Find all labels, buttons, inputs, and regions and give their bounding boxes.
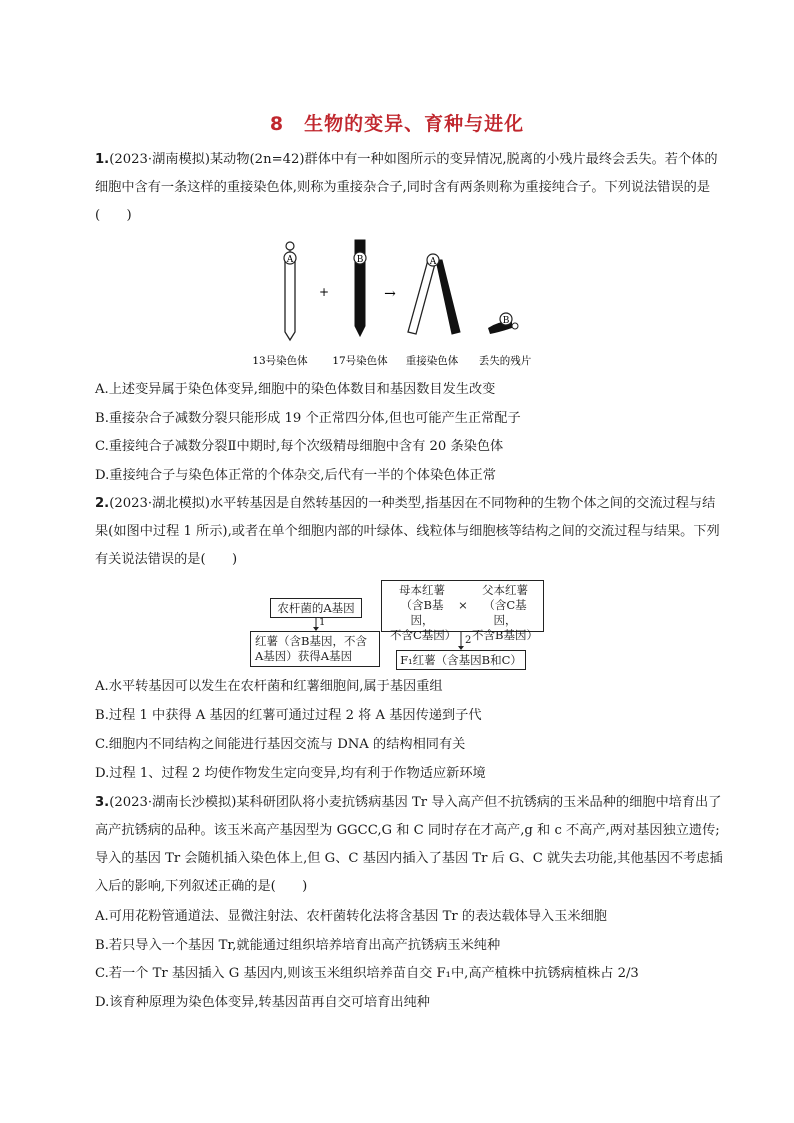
label-lost-fragment: 丢失的残片 (478, 355, 532, 367)
option-2b: B.过程 1 中获得 A 基因的红薯可通过过程 2 将 A 基因传递到子代 (95, 708, 482, 723)
marker-b-fragment: B (502, 316, 510, 326)
page-title: 8 生物的变异、育种与进化 (269, 113, 525, 135)
father-title: 父本红薯 (482, 583, 528, 597)
mother-line2: 不含C基因） (390, 628, 457, 642)
label-chromosome-13: 13号染色体 (252, 355, 308, 367)
marker-b: B (356, 255, 364, 265)
option-1a: A.上述变异属于染色体变异,细胞中的染色体数目和基因数目发生改变 (95, 382, 496, 397)
father-line2: 不含B基因） (472, 628, 538, 642)
marker-a: A (286, 255, 294, 265)
box-agrobacterium-text: 农杆菌的A基因 (277, 601, 355, 615)
figure-arrows (250, 580, 550, 675)
sweet-line1: 红薯（含B基因，不含 (255, 634, 367, 648)
question-text: (2023·湖北模拟)水平转基因是自然转基因的一种类型,指基因在不同物种的生物个体之间的交流过程与结果(如图中过程 1 所示),或者在单个细胞内部的叶绿体、线粒体与细胞核等结构之间的交流过程与结果。下列有关说法错误的是( ) (95, 496, 720, 567)
plus-sign: + (318, 285, 330, 299)
arrow: → (384, 286, 396, 302)
option-3d: D.该育种原理为染色体变异,转基因苗再自交可培育出纯种 (95, 995, 430, 1010)
chromosome-figure (250, 236, 560, 371)
option-2d: D.过程 1、过程 2 均使作物发生定向变异,均有利于作物适应新环境 (95, 766, 486, 781)
step-1-label: 1 (319, 617, 326, 628)
label-chromosome-17: 17号染色体 (332, 355, 388, 367)
chromosome-17 (354, 240, 366, 336)
option-2a: A.水平转基因可以发生在农杆菌和红薯细胞间,属于基因重组 (95, 679, 443, 694)
question-number: 3. (95, 795, 110, 810)
fused-chromosome (408, 254, 460, 334)
sweet-line2: A基因）获得A基因 (255, 649, 353, 663)
option-3b: B.若只导入一个基因 Tr,就能通过组织培养培育出高产抗锈病玉米纯种 (95, 938, 501, 953)
option-1c: C.重接纯合子减数分裂Ⅱ中期时,每个次级精母细胞中含有 20 条染色体 (95, 439, 504, 454)
question-3-stem (95, 789, 725, 901)
question-number: 2. (95, 496, 110, 511)
question-number: 1. (95, 152, 110, 167)
mother-line1: （含B基因， (400, 598, 444, 627)
option-3c: C.若一个 Tr 基因插入 G 基因内,则该玉米组织培养苗自交 F₁中,高产植株中抗锈病植株占 2/3 (95, 966, 639, 981)
question-2-stem (95, 490, 725, 574)
box-f1-text: F₁红薯（含基因B和C） (400, 653, 522, 667)
step-2-label: 2 (465, 635, 472, 646)
lost-fragment (488, 313, 518, 334)
question-text: (2023·湖南模拟)某动物(2n=42)群体中有一种如图所示的变异情况,脱离的小残片最终会丢失。若个体的细胞中含有一条这样的重接染色体,则称为重接杂合子,同时含有两条则称为重接纯合子。下列说法错误的是( ) (95, 152, 718, 223)
father-line1: （含C基因， (483, 598, 527, 627)
question-text: (2023·湖南长沙模拟)某科研团队将小麦抗锈病基因 Tr 导入高产但不抗锈病的玉米品种的细胞中培育出了高产抗锈病的品种。该玉米高产基因型为 GGCC,G 和 C 同时存在才高产,g 和 c 不高产,两对基因独立遗传;导入的基因 Tr 会随机插入染色体上,但 G、C 基因内插入了基因 Tr 后 G、C 就失去功能,其他基因不考虑插入后的影响,下列叙述正确的是( ) (95, 795, 723, 894)
question-1-stem (95, 146, 725, 230)
mother-title: 母本红薯 (399, 583, 445, 597)
cross-sign: × (458, 598, 468, 612)
option-1b: B.重接杂合子减数分裂只能形成 19 个正常四分体,但也可能产生正常配子 (95, 411, 521, 426)
label-fused-chromosome: 重接染色体 (405, 355, 459, 367)
chromosome-13 (284, 242, 296, 340)
option-1d: D.重接纯合子与染色体正常的个体杂交,后代有一半的个体染色体正常 (95, 468, 496, 483)
option-3a: A.可用花粉管通道法、显微注射法、农杆菌转化法将含基因 Tr 的表达载体导入玉米细胞 (95, 909, 607, 924)
option-2c: C.细胞内不同结构之间能进行基因交流与 DNA 的结构相同有关 (95, 737, 466, 752)
marker-a-fused: A (429, 257, 437, 267)
